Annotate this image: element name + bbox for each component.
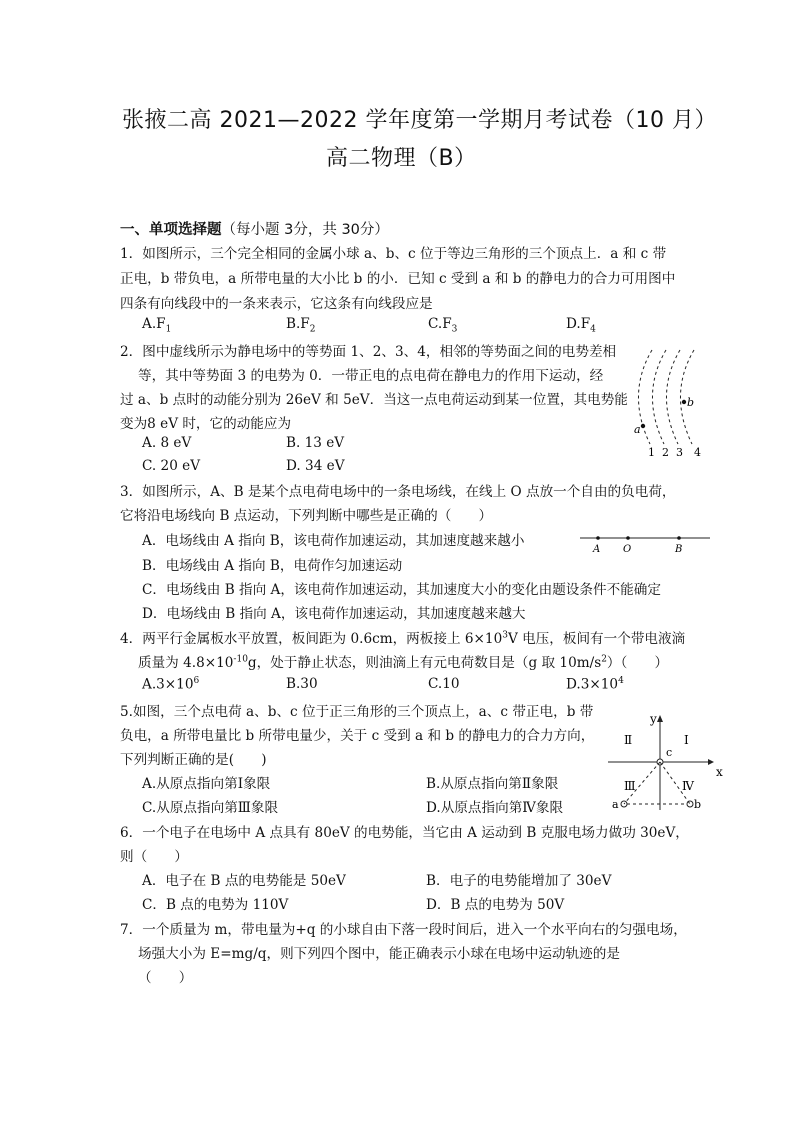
page-title: 张掖二高 2021—2022 学年度第一学期月考试卷（10 月）	[122, 108, 717, 133]
q3-option-b: B．电场线由 A 指向 B，电荷作匀加速运动	[142, 558, 403, 574]
q2-line3: 过 a、b 点时的动能分别为 26eV 和 5eV．当这一点电荷运动到某一位置，其电势能	[120, 392, 628, 408]
q6-line2: 则（ ）	[120, 849, 188, 865]
q4-line1: 4．两平行金属板水平放置，板间距为 0.6cm，两板接上 $6\times 10^3V$ 电压，板间有一个带电液滴	[120, 630, 686, 647]
q6-option-a: A．电子在 B 点的电势能是 50eV	[142, 873, 346, 889]
q5-option-b: B.从原点指向第Ⅱ象限	[426, 776, 559, 792]
q5-axes-figure	[604, 710, 734, 814]
q1-option-b: $B.F_2$	[286, 316, 316, 335]
point-O-dot	[626, 536, 630, 540]
section-title: 一、单项选择题	[120, 222, 222, 238]
q2-line4: 变为8 eV 时，它的动能应为	[120, 416, 292, 432]
q3-line1: 3．如图所示，A、B 是某个点电荷电场中的一条电场线，在线上 O 点放一个自由的负电荷，	[120, 484, 676, 500]
q6-line1: 6．一个电子在电场中 A 点具有 80eV 的电势能，当它由 A 运动到 B 克服电场力做功 30eV，	[120, 825, 689, 841]
surface-label-4: 4	[694, 446, 701, 459]
q6-option-d: D．B 点的电势为 50V	[426, 897, 565, 913]
q2-line1: 2．图中虚线所示为静电场中的等势面 1、2、3、4，相邻的等势面之间的电势差相	[120, 344, 617, 360]
q1-line1: 1．如图所示，三个完全相同的金属小球 a、b、c 位于等边三角形的三个顶点上．a 和 c 带	[120, 246, 667, 262]
q5-option-c: C.从原点指向第Ⅲ象限	[142, 800, 279, 816]
surface-label-3: 3	[676, 446, 683, 459]
q3-option-c: C．电场线由 B 指向 A，该电荷作加速运动，其加速度大小的变化由题设条件不能确定	[142, 582, 661, 598]
point-O-label: O	[623, 544, 632, 555]
q1-line2: 正电，b 带负电，a 所带电量的大小比 b 的小．已知 c 受到 a 和 b 的静电力的合力可用图中	[120, 271, 676, 287]
quadrant-2-label: Ⅱ	[624, 733, 633, 747]
equipotential-line-3	[666, 350, 680, 444]
q4-line2: 质量为 $4.8\times 10^{-10}g$，处于静止状态，则油滴上有元电荷数目是（g 取 $10m/s^2$）（ ）	[138, 654, 669, 671]
q3-option-d: D．电场线由 B 指向 A，该电荷作加速运动，其加速度越来越大	[142, 606, 526, 622]
point-a-dot	[641, 424, 645, 428]
q3-option-a: A．电场线由 A 指向 B，该电荷作加速运动，其加速度越来越小	[142, 533, 525, 549]
section-heading	[120, 218, 389, 239]
q3-field-line-figure	[578, 530, 713, 556]
q4-option-d: $D.3\times 10^4$	[566, 676, 624, 693]
quadrant-1-label: Ⅰ	[684, 733, 689, 747]
point-c-label: c	[666, 746, 673, 759]
q7-line1: 7．一个质量为 m，带电量为+q 的小球自由下落一段时间后，进入一个水平向右的匀强电场，	[120, 922, 687, 938]
surface-label-2: 2	[662, 446, 669, 459]
q2-line2: 等，其中等势面 3 的电势为 0．一带正电的点电荷在静电力的作用下运动，经	[138, 368, 604, 384]
q5-line2: 负电，a 所带电量比 b 所带电量少，关于 c 受到 a 和 b 的静电力的合力方向，	[120, 728, 595, 744]
q7-line2: 场强大小为 E=mg/q，则下列四个图中，能正确表示小球在电场中运动轨迹的是	[138, 946, 620, 962]
q4-option-c: C.10	[428, 676, 460, 692]
surface-label-1: 1	[648, 446, 655, 459]
q2-option-a: A. 8 eV	[142, 435, 192, 451]
q5-line3: 下列判断正确的是( )	[120, 752, 267, 768]
q5-line1: 5.如图，三个点电荷 a、b、c 位于正三角形的三个顶点上，a、c 带正电，b 带	[120, 704, 594, 720]
quadrant-3-label: Ⅲ	[624, 779, 636, 793]
q1-line3: 四条有向线段中的一条来表示，它这条有向线段应是	[120, 296, 433, 312]
y-axis-label: y	[650, 712, 657, 726]
q1-option-a: $A.F_1$	[142, 316, 172, 335]
q7-line3: （ ）	[138, 970, 193, 986]
quadrant-4-label: Ⅳ	[682, 779, 694, 793]
q5-option-a: A.从原点指向第Ⅰ象限	[142, 776, 271, 792]
q1-option-d: $D.F_4$	[566, 316, 596, 335]
page-subtitle: 高二物理（B）	[326, 146, 477, 171]
q3-line2: 它将沿电场线向 B 点运动，下列判断中哪些是正确的（ ）	[120, 508, 493, 524]
q4-option-b: B.30	[286, 676, 318, 692]
point-a-label: a	[634, 423, 641, 436]
point-b-label: b	[687, 396, 695, 409]
equipotential-line-2	[652, 350, 666, 444]
q2-equipotential-figure	[628, 344, 718, 460]
q4-option-a: $A.3\times 10^6$	[142, 676, 200, 693]
point-a-label: a	[612, 798, 619, 811]
q6-option-b: B．电子的电势能增加了 30eV	[426, 873, 612, 889]
point-A-label: A	[593, 544, 601, 555]
point-A-dot	[596, 536, 600, 540]
point-b-dot	[682, 400, 686, 404]
point-B-label: B	[675, 544, 683, 555]
q2-option-b: B. 13 eV	[286, 435, 345, 451]
section-note: （每小题 3分，共 30分）	[221, 222, 389, 238]
q5-option-d: D.从原点指向第Ⅳ象限	[426, 800, 564, 816]
x-axis-arrow	[708, 759, 714, 765]
y-axis-arrow	[657, 715, 663, 722]
point-b-label: b	[694, 798, 702, 811]
q6-option-c: C．B 点的电势为 110V	[142, 897, 289, 913]
x-axis-label: x	[716, 765, 723, 779]
point-B-dot	[677, 536, 681, 540]
q2-option-c: C. 20 eV	[142, 458, 201, 474]
q2-option-d: D. 34 eV	[286, 458, 345, 474]
q1-option-c: $C.F_3$	[428, 316, 458, 335]
